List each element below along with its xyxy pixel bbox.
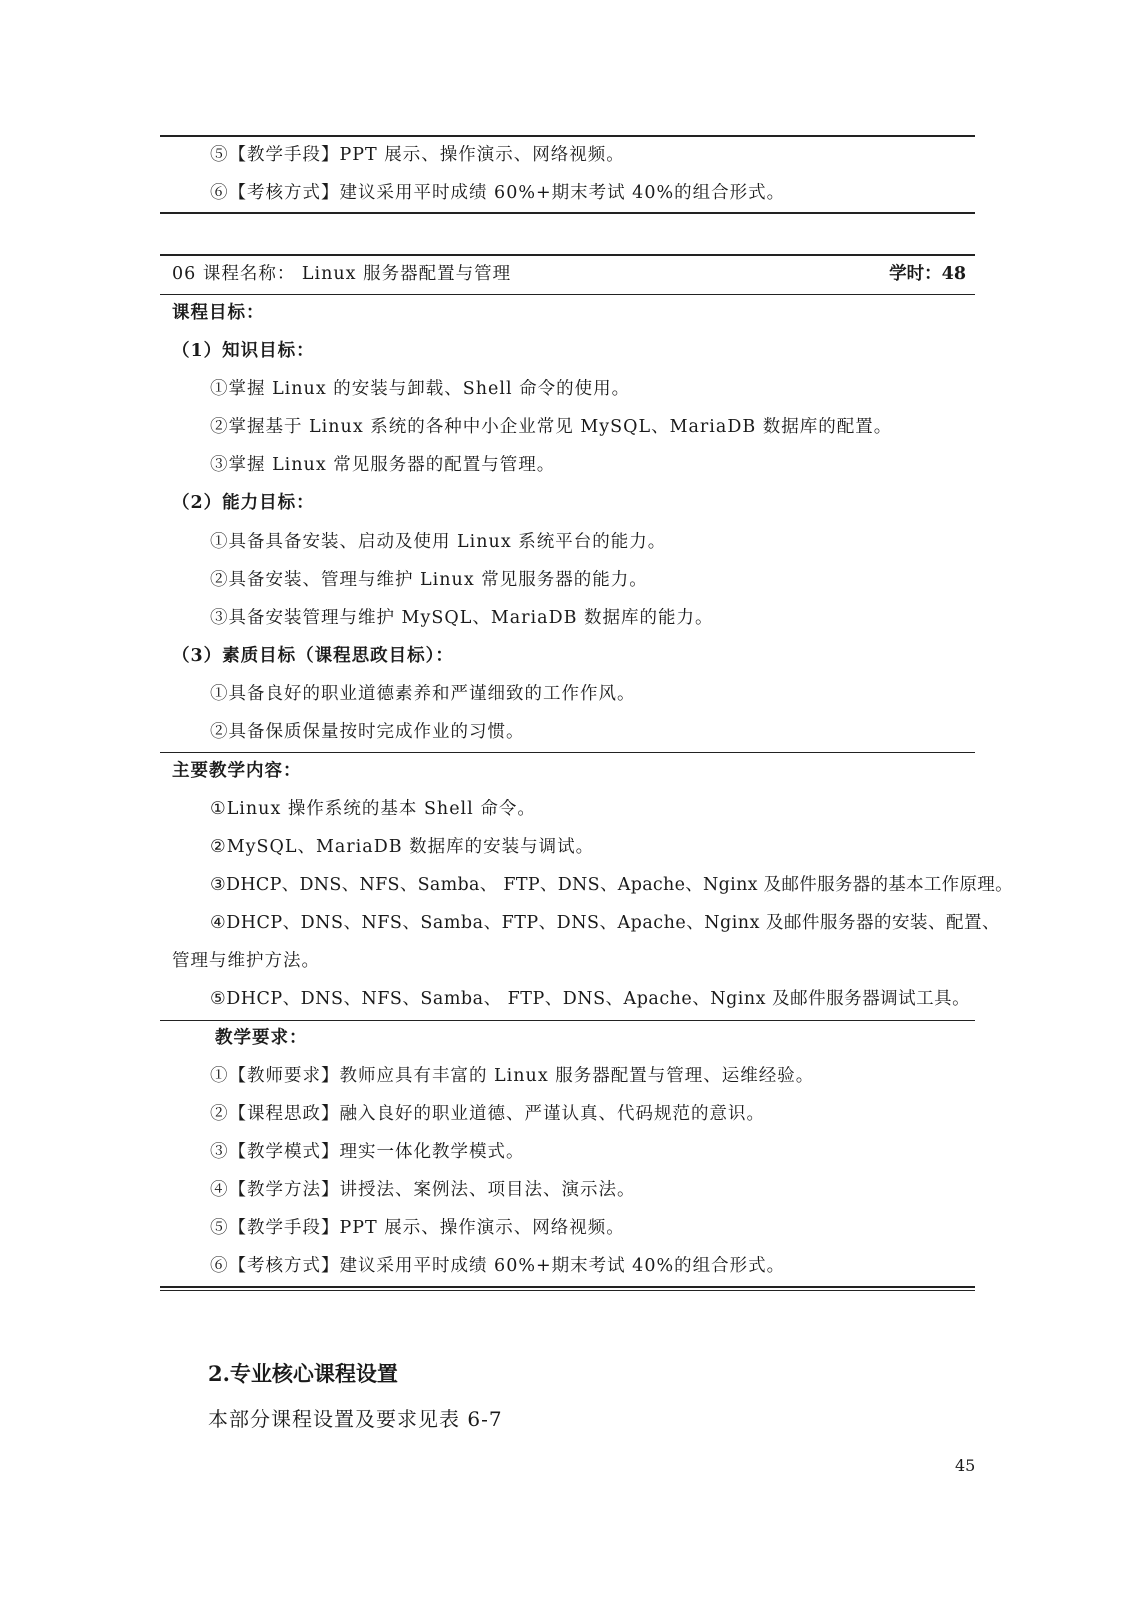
- content-item-continued: 管理与维护方法。: [172, 951, 320, 971]
- knowledge-item: ①掌握 Linux 的安装与卸载、Shell 命令的使用。: [210, 379, 631, 399]
- content-item: ②MySQL、MariaDB 数据库的安装与调试。: [210, 837, 595, 857]
- requirement-item: ②【课程思政】融入良好的职业道德、严谨认真、代码规范的意识。: [210, 1104, 765, 1124]
- table-rule: [160, 212, 975, 214]
- table-rule: [160, 1286, 975, 1288]
- quality-heading: （3）素质目标（课程思政目标）：: [172, 646, 454, 666]
- requirement-item: ⑤【教学手段】PPT 展示、操作演示、网络视频。: [210, 1218, 625, 1238]
- table-rule: [160, 1290, 975, 1291]
- knowledge-heading: （1）知识目标：: [172, 341, 315, 361]
- requirements-heading: 教学要求：: [215, 1028, 308, 1048]
- table-rule: [160, 752, 975, 753]
- goals-heading: 课程目标：: [172, 303, 265, 323]
- ability-item: ③具备安装管理与维护 MySQL、MariaDB 数据库的能力。: [210, 608, 714, 628]
- knowledge-item: ③掌握 Linux 常见服务器的配置与管理。: [210, 455, 556, 475]
- quality-item: ②具备保质保量按时完成作业的习惯。: [210, 722, 525, 742]
- content-heading: 主要教学内容：: [172, 761, 302, 781]
- quality-item: ①具备良好的职业道德素养和严谨细致的工作作风。: [210, 684, 636, 704]
- section-text: 本部分课程设置及要求见表 6-7: [208, 1407, 503, 1431]
- table-rule: [160, 294, 975, 295]
- content-item: ①Linux 操作系统的基本 Shell 命令。: [210, 799, 536, 819]
- content-item: ③DHCP、DNS、NFS、Samba、 FTP、DNS、Apache、Nginx 及邮件服务器的基本工作原理。: [210, 875, 1013, 895]
- course-hours: 学时：48: [889, 264, 966, 284]
- table-rule: [160, 1020, 975, 1021]
- ability-item: ②具备安装、管理与维护 Linux 常见服务器的能力。: [210, 570, 648, 590]
- ability-item: ①具备具备安装、启动及使用 Linux 系统平台的能力。: [210, 532, 667, 552]
- table-rule: [160, 254, 975, 256]
- table-rule: [160, 135, 975, 137]
- ability-heading: （2）能力目标：: [172, 493, 315, 513]
- requirement-item: ①【教师要求】教师应具有丰富的 Linux 服务器配置与管理、运维经验。: [210, 1066, 815, 1086]
- content-item: ⑤DHCP、DNS、NFS、Samba、 FTP、DNS、Apache、Nginx 及邮件服务器调试工具。: [210, 989, 971, 1009]
- knowledge-item: ②掌握基于 Linux 系统的各种中小企业常见 MySQL、MariaDB 数据库的配置。: [210, 417, 893, 437]
- prev-requirement-6: ⑥【考核方式】建议采用平时成绩 60%+期末考试 40%的组合形式。: [210, 183, 786, 203]
- requirement-item: ⑥【考核方式】建议采用平时成绩 60%+期末考试 40%的组合形式。: [210, 1256, 786, 1276]
- requirement-item: ③【教学模式】理实一体化教学模式。: [210, 1142, 525, 1162]
- page-number: 45: [955, 1456, 976, 1475]
- content-item: ④DHCP、DNS、NFS、Samba、FTP、DNS、Apache、Nginx 及邮件服务器的安装、配置、: [210, 913, 1001, 933]
- section-heading: 2.专业核心课程设置: [208, 1361, 398, 1386]
- prev-requirement-5: ⑤【教学手段】PPT 展示、操作演示、网络视频。: [210, 145, 625, 165]
- course-title: 06 课程名称： Linux 服务器配置与管理: [172, 264, 512, 284]
- requirement-item: ④【教学方法】讲授法、案例法、项目法、演示法。: [210, 1180, 636, 1200]
